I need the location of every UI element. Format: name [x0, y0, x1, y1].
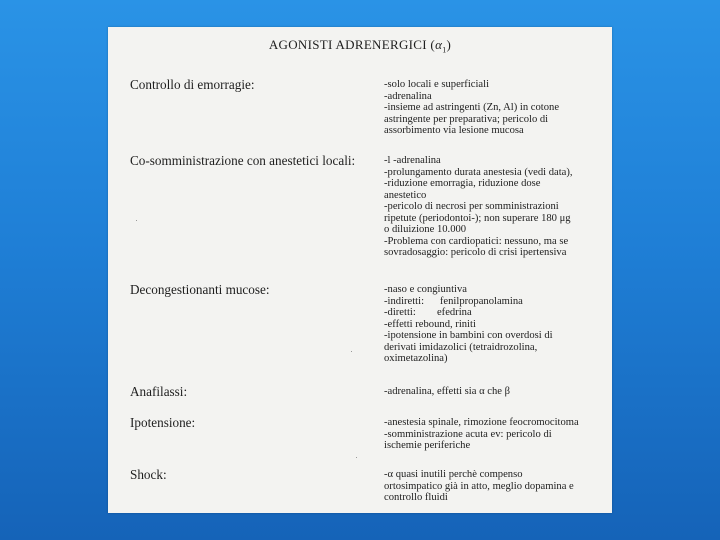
section-label: Shock:: [130, 467, 167, 482]
section-lines: [384, 79, 606, 137]
section-lines: [384, 469, 606, 504]
scan-speck: [356, 457, 357, 458]
section-line: assorbimento via lesione mucosa: [384, 125, 524, 136]
section-line: -Problema con cardiopatici: nessuno, ma se: [384, 235, 569, 247]
document-page: [108, 27, 612, 513]
section-line: -diretti: efedrina: [384, 307, 472, 318]
section-line: -α quasi inutili perchè compenso: [384, 469, 523, 480]
section-line: derivati imidazolici (tetraidrozolina,: [384, 341, 538, 353]
section-line: -anestesia spinale, rimozione feocromocitoma: [384, 417, 579, 428]
section-line: -naso e congiuntiva: [384, 284, 467, 295]
title-text: AGONISTI ADRENERGICI (: [268, 37, 436, 52]
section-line: sovradosaggio: pericolo di crisi ipertensiva: [384, 247, 567, 258]
scan-speck: [351, 351, 352, 352]
section-lines: [384, 155, 606, 259]
section-label: Anafilassi:: [130, 384, 188, 399]
section-line: -adrenalina: [384, 90, 432, 102]
scan-speck: [136, 220, 137, 221]
section-line: o diluizione 10.000: [384, 224, 467, 235]
section-lines: [384, 284, 606, 365]
title-subscript: 1: [442, 45, 447, 55]
section-line: -somministrazione acuta ev: pericolo di: [384, 428, 552, 440]
section-line: anestetico: [384, 189, 427, 201]
section-line: -l -adrenalina: [384, 155, 441, 166]
section-line: ischemie periferiche: [384, 440, 471, 451]
section-line: oximetazolina): [384, 353, 448, 364]
section-lines: [384, 417, 606, 452]
section-lines: [384, 386, 606, 398]
section-label: Ipotensione:: [130, 415, 196, 430]
section-line: -pericolo di necrosi per somministrazioni: [384, 201, 559, 212]
section-line: -prolungamento durata anestesia (vedi data),: [384, 166, 573, 178]
section-line: -solo locali e superficiali: [384, 79, 490, 90]
section-line: controllo fluidi: [384, 492, 448, 503]
section-label: Controllo di emorragie:: [130, 77, 255, 92]
section-line: ripetute (periodontoi-); non superare 180 μg: [384, 212, 571, 224]
section-label: Decongestionanti mucose:: [130, 282, 270, 297]
section-line: -riduzione emorragia, riduzione dose: [384, 178, 541, 189]
section-line: -indiretti: fenilpropanolamina: [384, 295, 523, 307]
section-label: Co-somministrazione con anestetici locali:: [130, 153, 356, 168]
section-line: ortosimpatico già in atto, meglio dopamina e: [384, 480, 574, 492]
section-line: -ipotensione in bambini con overdosi di: [384, 330, 553, 341]
section-line: -insieme ad astringenti (Zn, Al) in cotone: [384, 102, 560, 113]
section-line: astringente per preparativa; pericolo di: [384, 113, 549, 125]
page-title: [108, 37, 612, 55]
section-line: -effetti rebound, riniti: [384, 318, 476, 330]
section-line: -adrenalina, effetti sia α che β: [384, 386, 511, 397]
title-alpha-symbol: α: [435, 37, 443, 52]
title-close-paren: ): [446, 37, 452, 52]
